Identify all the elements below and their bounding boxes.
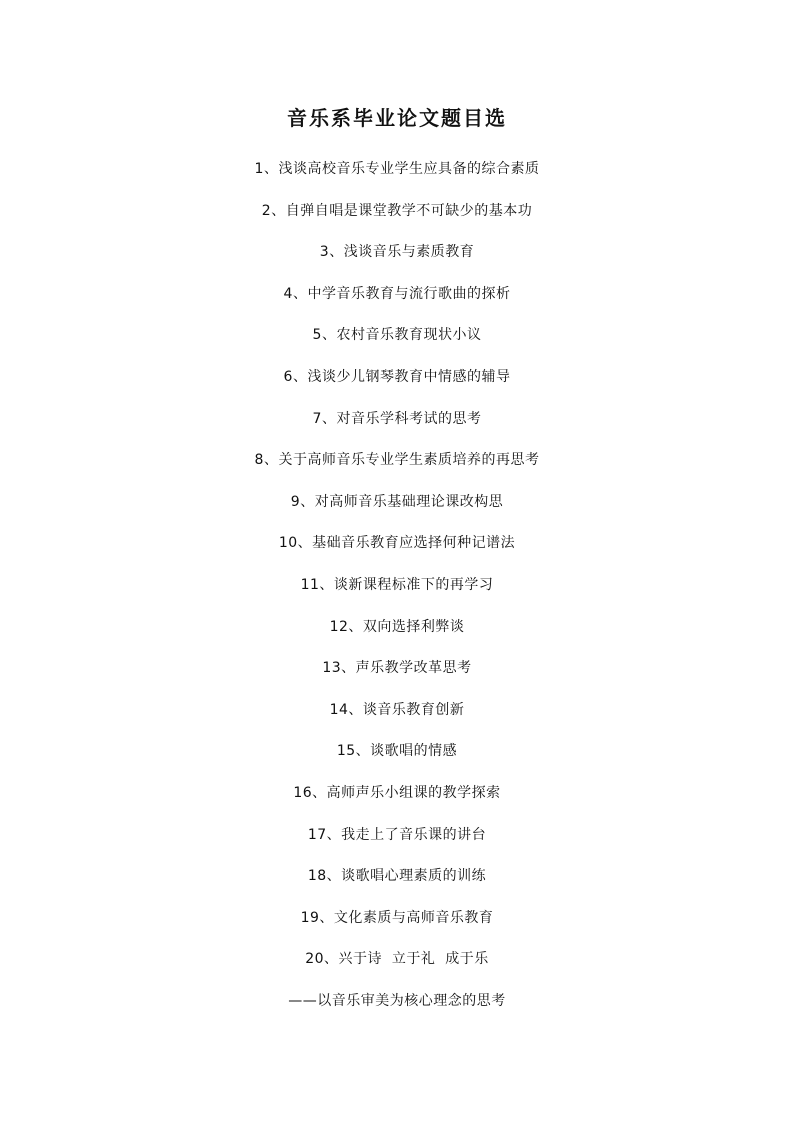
topic-item: 4、中学音乐教育与流行歌曲的探析 — [283, 285, 511, 302]
topic-item: 16、高师声乐小组课的教学探索 — [293, 784, 501, 801]
topic-item: 9、对高师音乐基础理论课改构思 — [290, 493, 504, 510]
page-title: 音乐系毕业论文题目选 — [287, 106, 507, 130]
topic-item: 7、对音乐学科考试的思考 — [312, 410, 482, 427]
topic-item: 12、双向选择利弊谈 — [329, 618, 465, 635]
topic-item: 6、浅谈少儿钢琴教育中情感的辅导 — [283, 368, 511, 385]
topic-item: 20、兴于诗 立于礼 成于乐 — [305, 951, 489, 968]
topic-item: 10、基础音乐教育应选择何种记谱法 — [278, 535, 516, 552]
topic-item: 13、声乐教学改革思考 — [322, 660, 472, 677]
topic-item: 11、谈新课程标准下的再学习 — [300, 576, 494, 593]
topic-item: 19、文化素质与高师音乐教育 — [300, 909, 494, 926]
topic-item: 8、关于高师音乐专业学生素质培养的再思考 — [254, 452, 540, 469]
topic-item: 3、浅谈音乐与素质教育 — [319, 244, 475, 261]
topic-item: 15、谈歌唱的情感 — [336, 743, 458, 760]
topic-list — [0, 158, 794, 1031]
topic-item: 14、谈音乐教育创新 — [329, 701, 465, 718]
topic-item: 18、谈歌唱心理素质的训练 — [307, 868, 487, 885]
topic-item: 5、农村音乐教育现状小议 — [312, 327, 482, 344]
topic-item: 17、我走上了音乐课的讲台 — [307, 826, 487, 843]
topic-item: ——以音乐审美为核心理念的思考 — [288, 992, 506, 1009]
topic-item: 2、自弹自唱是课堂教学不可缺少的基本功 — [261, 202, 533, 219]
topic-item: 1、浅谈高校音乐专业学生应具备的综合素质 — [254, 161, 540, 177]
